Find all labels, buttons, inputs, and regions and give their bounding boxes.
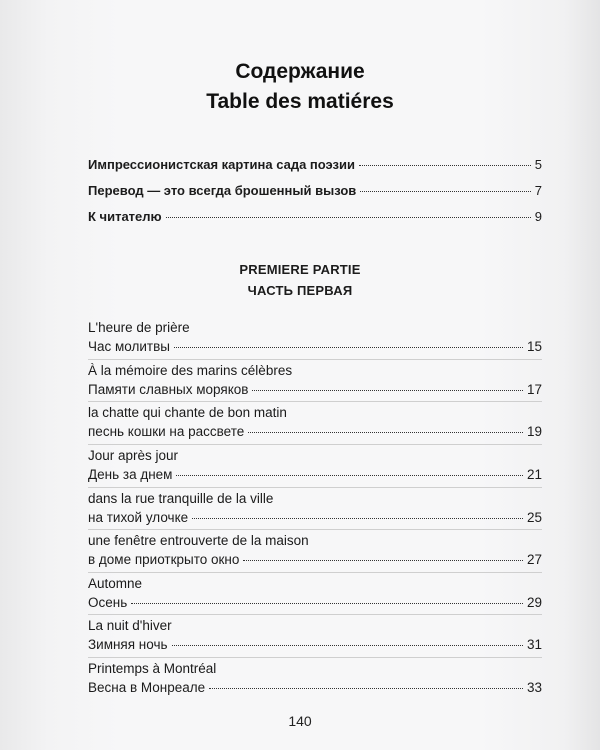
poem-row-ru xyxy=(88,595,542,610)
poem-row-ru xyxy=(88,680,542,695)
poem-page: 29 xyxy=(526,595,542,610)
poem-row-ru xyxy=(88,424,542,439)
poem-title-ru: Памяти славных моряков xyxy=(88,382,249,397)
part-heading-fr: PREMIERE PARTIE xyxy=(239,262,361,277)
dot-leader xyxy=(131,603,523,604)
toc-poem-entry xyxy=(88,661,542,701)
poem-title-fr: Jour après jour xyxy=(88,448,179,463)
poem-title-fr: L'heure de prière xyxy=(88,320,190,335)
poem-page: 33 xyxy=(526,680,542,695)
entry-divider xyxy=(88,614,542,615)
dot-leader xyxy=(252,390,523,391)
toc-entry-page: 9 xyxy=(534,209,542,224)
poem-page: 27 xyxy=(526,552,542,567)
toc-entry-intro xyxy=(88,209,542,224)
poem-page: 25 xyxy=(526,510,542,525)
entry-divider xyxy=(88,487,542,488)
poem-title-fr: dans la rue tranquille de la ville xyxy=(88,491,274,506)
entry-divider xyxy=(88,657,542,658)
dot-leader xyxy=(174,347,523,348)
poem-page: 17 xyxy=(526,382,542,397)
poem-title-fr: La nuit d'hiver xyxy=(88,618,172,633)
toc-entry-page: 7 xyxy=(534,183,542,198)
poem-title-ru: на тихой улочке xyxy=(88,510,189,525)
poem-title-ru: Час молитвы xyxy=(88,339,170,354)
contents-title-ru: Содержание xyxy=(235,60,365,83)
toc-entry-label: Импрессионистская картина сада поэзии xyxy=(88,157,355,172)
poem-row-ru xyxy=(88,637,542,652)
poem-row-ru xyxy=(88,552,542,567)
poem-title-fr: Printemps à Montréal xyxy=(88,661,217,676)
poem-title-fr: Automne xyxy=(88,576,143,591)
toc-poem-entry xyxy=(88,320,542,360)
poem-row-ru xyxy=(88,467,542,482)
poem-title-fr: la chatte qui chante de bon matin xyxy=(88,405,287,420)
poem-title-ru: Осень xyxy=(88,595,128,610)
poem-title-fr: une fenêtre entrouverte de la maison xyxy=(88,533,309,548)
entry-divider xyxy=(88,444,542,445)
poem-title-ru: День за днем xyxy=(88,467,173,482)
toc-poem-entry xyxy=(88,491,542,531)
dot-leader xyxy=(359,165,531,166)
dot-leader xyxy=(209,688,523,689)
dot-leader xyxy=(243,560,523,561)
entry-divider xyxy=(88,572,542,573)
contents-title-fr: Table des matiéres xyxy=(206,90,394,113)
toc-poem-entry xyxy=(88,363,542,403)
toc-entry-page: 5 xyxy=(534,157,542,172)
dot-leader xyxy=(192,518,523,519)
toc-entry-label: К читателю xyxy=(88,209,162,224)
entry-divider xyxy=(88,529,542,530)
dot-leader xyxy=(360,191,531,192)
toc-poem-entry xyxy=(88,618,542,658)
dot-leader xyxy=(248,432,523,433)
poem-row-ru xyxy=(88,382,542,397)
entry-divider xyxy=(88,401,542,402)
entry-divider xyxy=(88,359,542,360)
poem-title-ru: в доме приоткрыто окно xyxy=(88,552,240,567)
poem-page: 31 xyxy=(526,637,542,652)
part-heading-ru: ЧАСТЬ ПЕРВАЯ xyxy=(247,283,353,298)
poem-page: 19 xyxy=(526,424,542,439)
dot-leader xyxy=(166,217,531,218)
poem-title-ru: Зимняя ночь xyxy=(88,637,168,652)
poem-page: 15 xyxy=(526,339,542,354)
dot-leader xyxy=(172,645,523,646)
page-number: 140 xyxy=(288,713,312,729)
toc-entry-intro xyxy=(88,183,542,198)
dot-leader xyxy=(176,475,523,476)
toc-poem-entry xyxy=(88,533,542,573)
toc-poem-entry xyxy=(88,405,542,445)
toc-entry-intro xyxy=(88,157,542,172)
poem-page: 21 xyxy=(526,467,542,482)
toc-entry-label: Перевод — это всегда брошенный вызов xyxy=(88,183,357,198)
toc-poem-entry xyxy=(88,448,542,488)
poem-row-ru xyxy=(88,510,542,525)
toc-poem-entry xyxy=(88,576,542,616)
poem-title-fr: À la mémoire des marins célèbres xyxy=(88,363,293,378)
poem-row-ru xyxy=(88,339,542,354)
poem-title-ru: Весна в Монреале xyxy=(88,680,206,695)
poem-title-ru: песнь кошки на рассвете xyxy=(88,424,245,439)
